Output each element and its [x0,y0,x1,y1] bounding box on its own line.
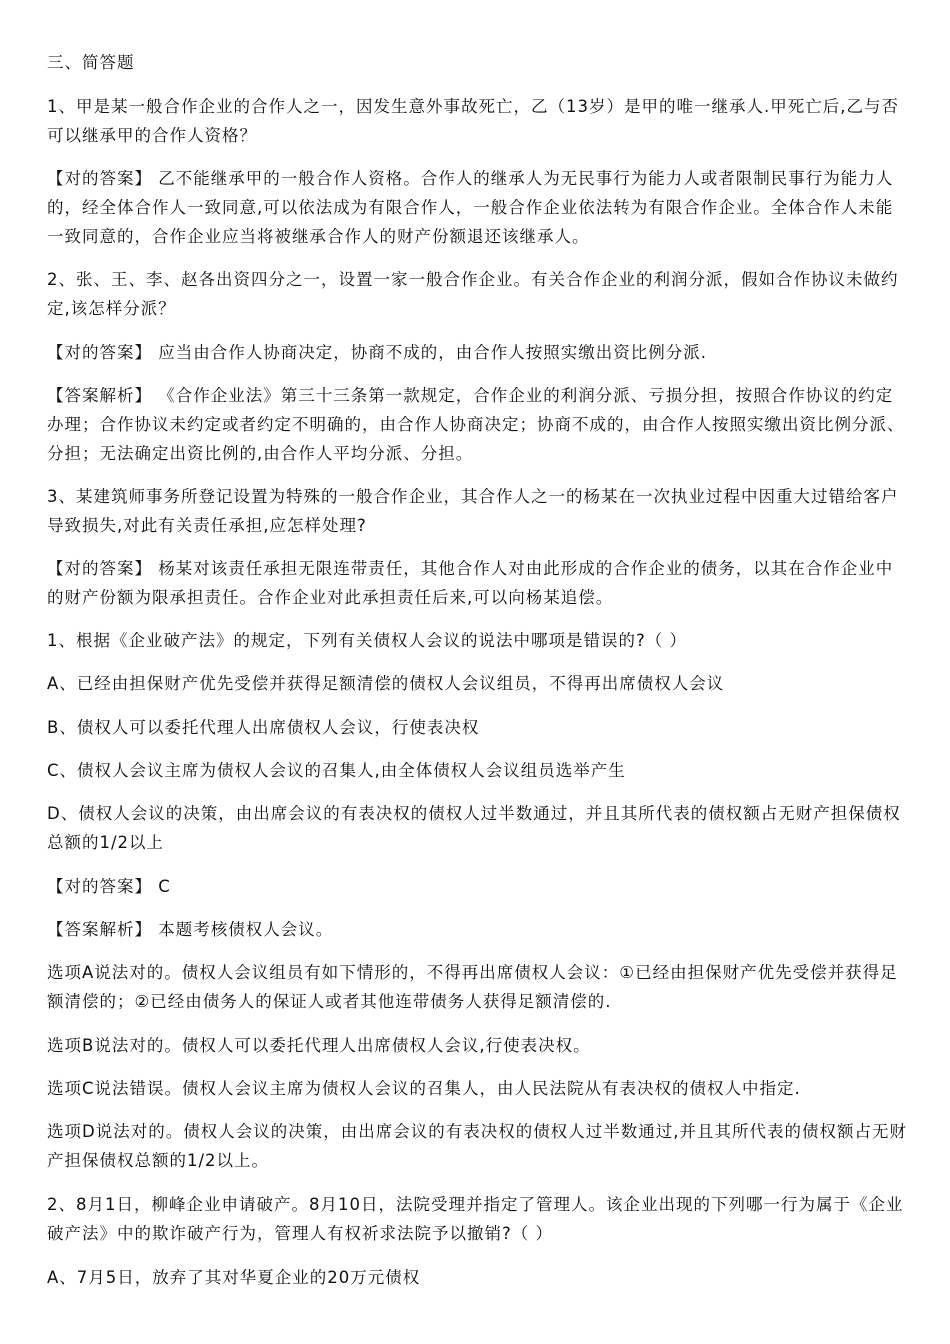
mc1-explanation-d: 选项D说法对的。债权人会议的决策，由出席会议的有表决权的债权人过半数通过,并且其所代表的债权额占无财产担保债权总额的1/2以上。 [47,1122,907,1170]
q2-answer: 【对的答案】 应当由合作人协商决定，协商不成的，由合作人按照实缴出资比例分派. [47,343,707,362]
q3-answer: 【对的答案】 杨某对该责任承担无限连带责任，其他合作人对由此形成的合作企业的债务，以其在合作企业中的财产份额为限承担责任。合作企业对此承担责任后来,可以向杨某追偿。 [47,559,894,607]
mc2-question: 2、8月1日，柳峰企业申请破产。8月10日，法院受理并指定了管理人。该企业出现的下列哪一行为属于《企业破产法》中的欺诈破产行为，管理人有权祈求法院予以撤销?（ ） [47,1195,904,1243]
q2-analysis: 【答案解析】 《合作企业法》第三十三条第一款规定，合作企业的利润分派、亏损分担，按照合作协议的约定办理；合作协议未约定或者约定不明确的，由合作人协商决定；协商不成的，由合作人按照实缴出资比例分派、分担；无法确定出资比例的,由合作人平均分派、分担。 [47,386,905,463]
mc1-option-a: A、已经由担保财产优先受偿并获得足额清偿的债权人会议组员，不得再出席债权人会议 [47,674,725,693]
mc1-analysis: 【答案解析】 本题考核债权人会议。 [47,920,334,939]
mc1-explanation-b: 选项B说法对的。债权人可以委托代理人出席债权人会议,行使表决权。 [47,1036,591,1055]
q1-question: 1、甲是某一般合作企业的合作人之一，因发生意外事故死亡，乙（13岁）是甲的唯一继承人.甲死亡后,乙与否可以继承甲的合作人资格？ [47,97,899,145]
mc1-answer: 【对的答案】 C [47,877,171,896]
mc1-option-c: C、债权人会议主席为债权人会议的召集人,由全体债权人会议组员选举产生 [47,761,626,780]
mc1-option-d: D、债权人会议的决策，由出席会议的有表决权的债权人过半数通过，并且其所代表的债权额占无财产担保债权总额的1/2以上 [47,804,901,852]
mc1-option-b: B、债权人可以委托代理人出席债权人会议，行使表决权 [47,718,480,737]
mc2-option-a: A、7月5日，放弃了其对华夏企业的20万元债权 [47,1268,421,1287]
q2-question: 2、张、王、李、赵各出资四分之一，设置一家一般合作企业。有关合作企业的利润分派，假如合作协议未做约定,该怎样分派？ [47,270,899,318]
section-title: 三、简答题 [47,53,135,72]
q1-answer: 【对的答案】 乙不能继承甲的一般合作人资格。合作人的继承人为无民事行为能力人或者限制民事行为能力人的，经全体合作人一致同意,可以依法成为有限合作人，一般合作企业依法转为有限合作企业。全体合作人未能一致同意的，合作企业应当将被继承合作人的财产份额退还该继承人。 [47,169,894,246]
mc1-question: 1、根据《企业破产法》的规定，下列有关债权人会议的说法中哪项是错误的?（ ） [47,631,688,650]
mc1-explanation-a: 选项A说法对的。债权人会议组员有如下情形的，不得再出席债权人会议：①已经由担保财产优先受偿并获得足额清偿的；②已经由债务人的保证人或者其他连带债务人获得足额清偿的. [47,963,898,1011]
mc1-explanation-c: 选项C说法错误。债权人会议主席为债权人会议的召集人，由人民法院从有表决权的债权人中指定. [47,1079,801,1098]
q3-question: 3、某建筑师事务所登记设置为特殊的一般合作企业，其合作人之一的杨某在一次执业过程中因重大过错给客户导致损失,对此有关责任承担,应怎样处理? [47,487,899,535]
